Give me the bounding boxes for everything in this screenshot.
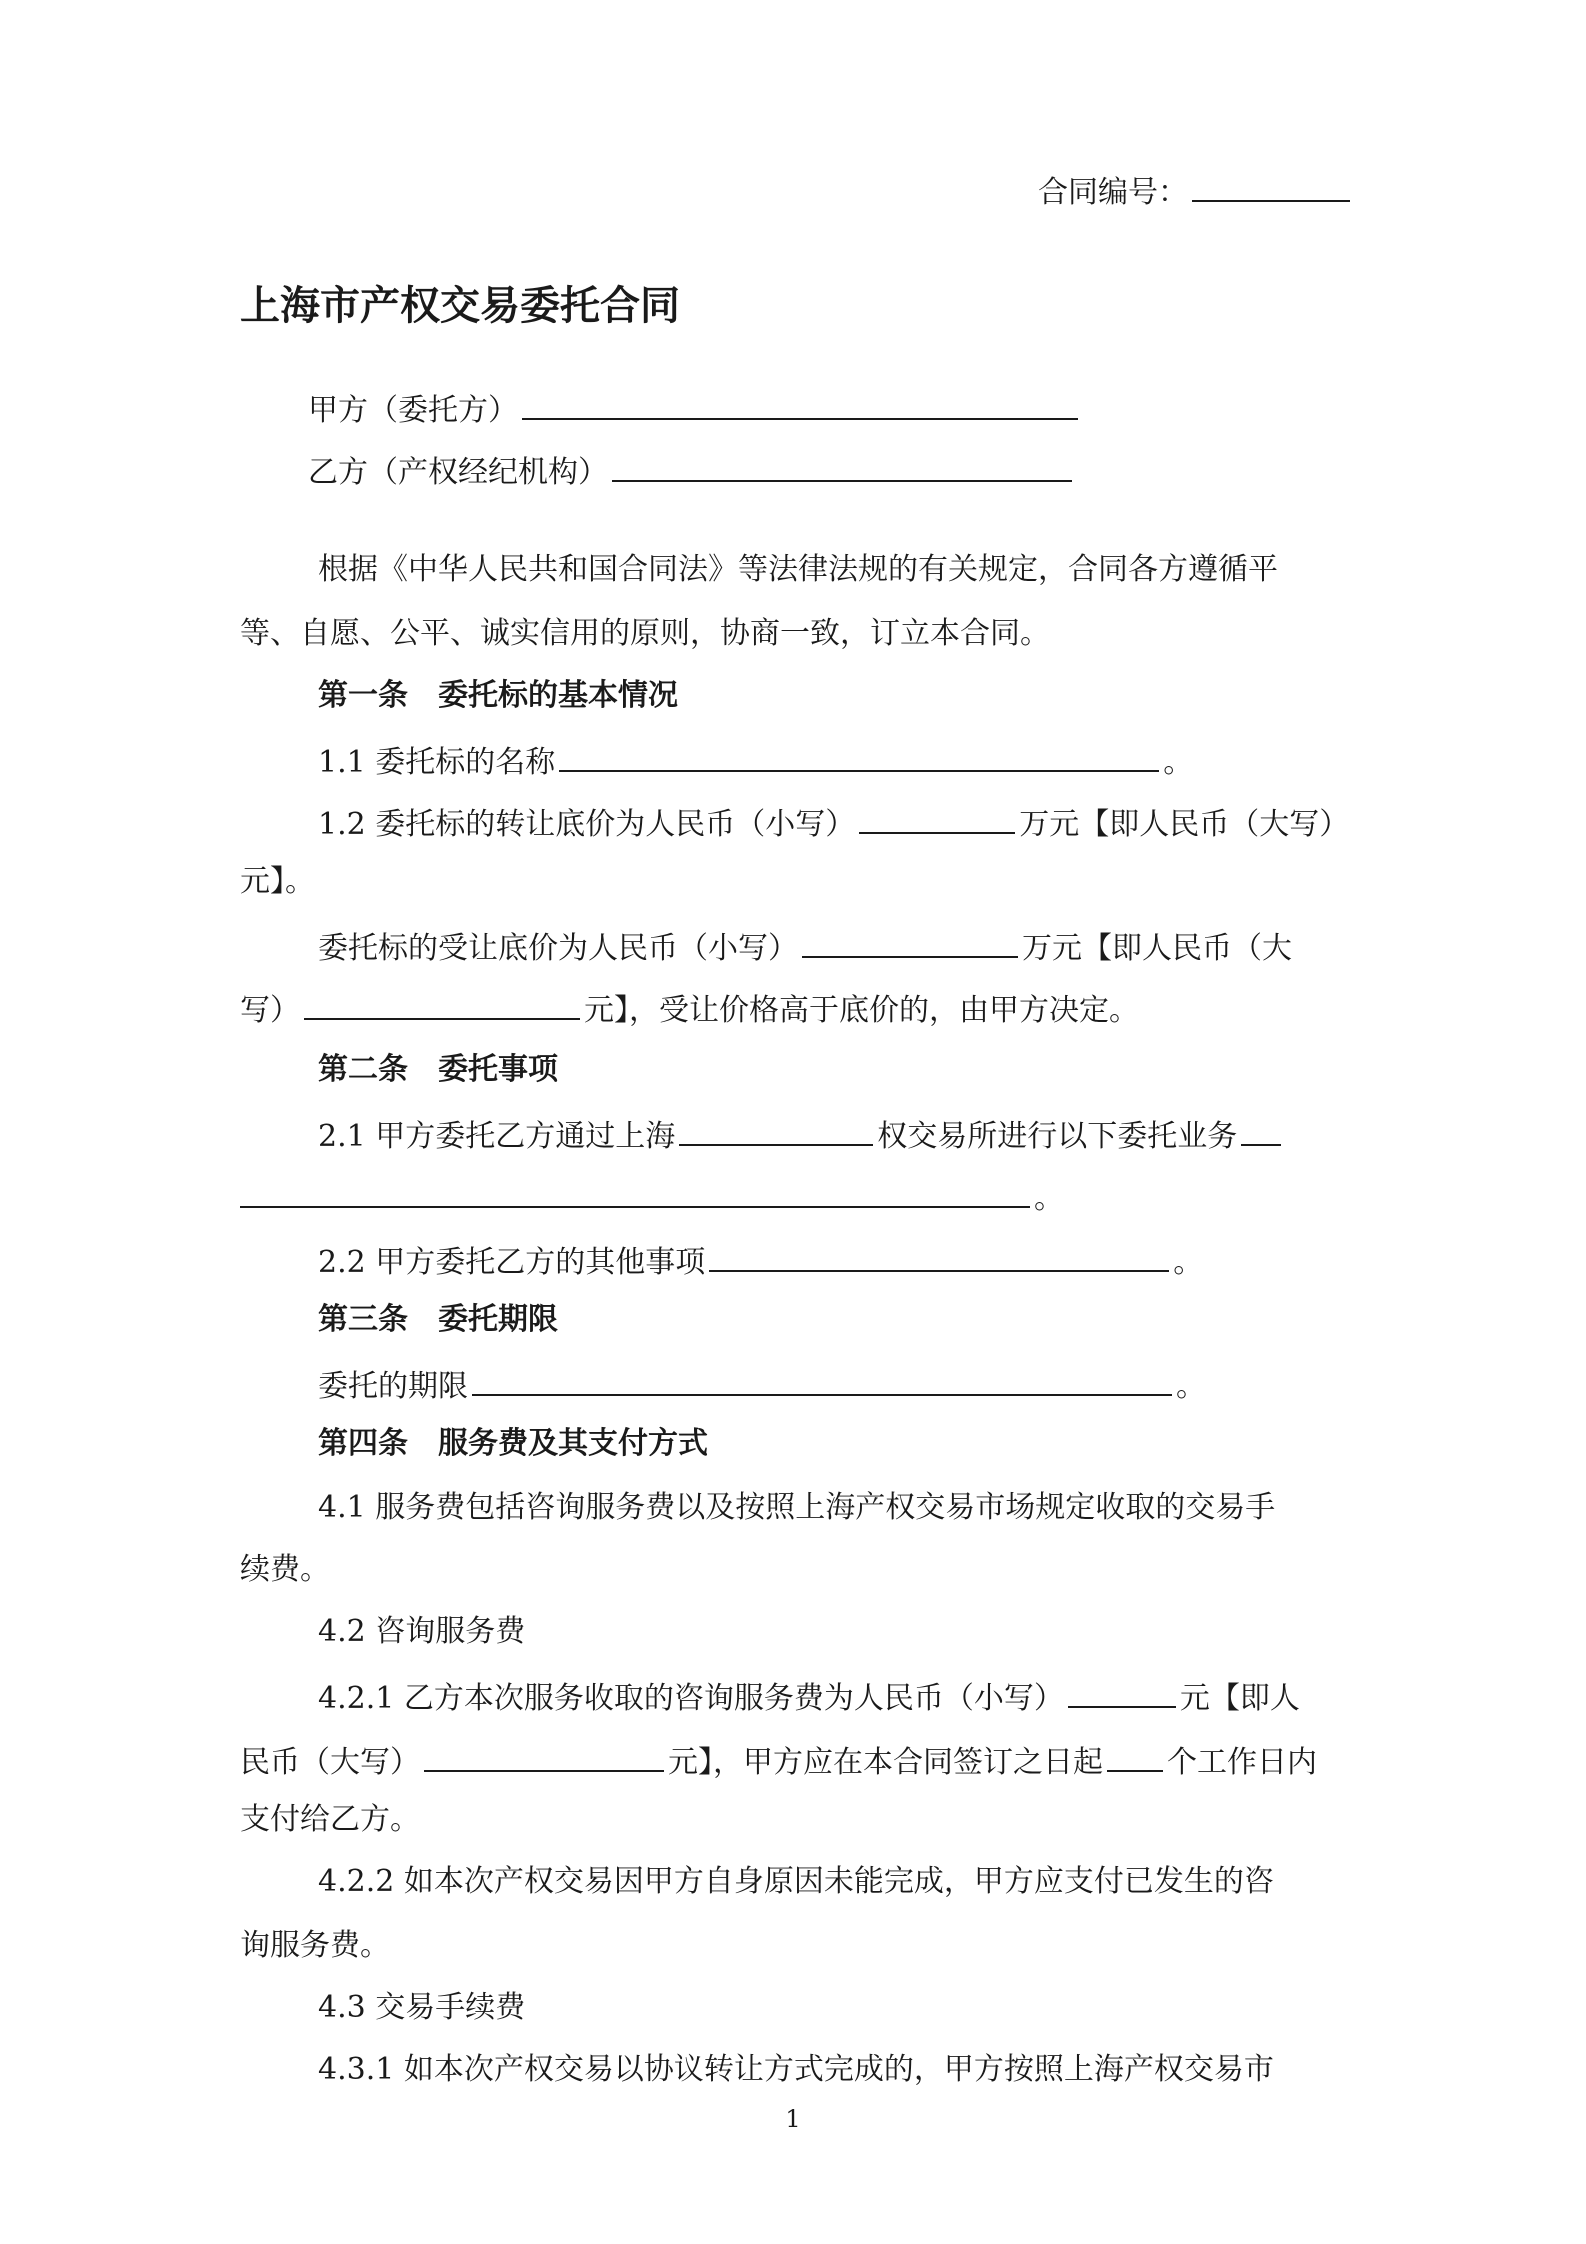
term-end: 。 [1176,1369,1206,1404]
item-4-2-1-days-blank [1107,1738,1163,1772]
item-2-1-cont-blank [240,1174,1030,1208]
preamble-line-2: 等、自愿、公平、诚实信用的原则，协商一致，订立本合同。 [240,616,1050,651]
item-2-1 [318,1112,1285,1157]
receive-price-text: 万元【即人民币（大 [1022,931,1292,966]
item-2-1-end: 。 [1034,1181,1064,1216]
article-2-heading: 第二条 委托事项 [318,1052,558,1087]
party-b-blank [612,448,1072,482]
contract-number-label: 合同编号： [1038,175,1188,210]
term-line [318,1362,1206,1407]
receive-price-line-2 [240,986,1139,1031]
item-1-1-end: 。 [1163,745,1194,780]
item-1-2-cont: 元】。 [240,864,315,899]
item-4-1-line-2: 续费。 [240,1552,330,1587]
contract-number-blank [1192,168,1350,202]
article-4-heading: 第四条 服务费及其支付方式 [318,1426,708,1461]
receive-price-capital-blank [304,986,580,1020]
item-1-2-blank [859,800,1015,834]
contract-number [1038,168,1354,213]
receive-price-label: 委托标的受让底价为人民币（小写） [318,931,798,966]
receive-price-cont-label: 写） [240,993,300,1028]
item-2-2-blank [709,1238,1169,1272]
item-2-2-end: 。 [1173,1245,1204,1280]
party-a-label: 甲方（委托方） [308,393,518,428]
page-number: 1 [785,2105,801,2133]
item-2-1-exchange-blank [679,1112,873,1146]
preamble-line-1: 根据《中华人民共和国合同法》等法律法规的有关规定，合同各方遵循平 [318,552,1278,587]
item-2-1-text: 权交易所进行以下委托业务 [877,1119,1238,1154]
party-a-line [308,386,1082,431]
item-4-2-1-deadline-text: 元】，甲方应在本合同签订之日起 [668,1745,1103,1780]
item-4-2-1-text: 元【即人 [1179,1681,1300,1716]
item-4-2-2-line-1: 4.2.2 如本次产权交易因甲方自身原因未能完成，甲方应支付已发生的咨 [318,1864,1274,1899]
item-4-3-1: 4.3.1 如本次产权交易以协议转让方式完成的，甲方按照上海产权交易市 [318,2052,1274,2087]
item-2-1-label: 2.1 甲方委托乙方通过上海 [318,1119,676,1154]
item-1-2 [318,800,1349,845]
document-title: 上海市产权交易委托合同 [240,283,680,329]
item-4-2-1-line-1 [318,1674,1300,1719]
term-label: 委托的期限 [318,1369,468,1404]
item-1-1 [318,738,1193,783]
article-1-heading: 第一条 委托标的基本情况 [318,678,678,713]
item-4-2-2-line-2: 询服务费。 [240,1928,390,1963]
item-1-2-text: 万元【即人民币（大写） [1019,807,1350,842]
receive-price-blank [802,924,1018,958]
party-a-blank [522,386,1078,420]
item-2-2-label: 2.2 甲方委托乙方的其他事项 [318,1245,706,1280]
party-b-line [308,448,1076,493]
item-4-2-1-line-3: 支付给乙方。 [240,1802,420,1837]
item-4-2-1-capital-blank [424,1738,664,1772]
item-2-1-cont [240,1174,1064,1219]
receive-price-cont-text: 元】，受让价格高于底价的，由甲方决定。 [584,993,1139,1028]
item-4-2: 4.2 咨询服务费 [318,1614,526,1649]
item-4-3: 4.3 交易手续费 [318,1990,526,2025]
item-2-1-business-blank [1241,1112,1281,1146]
item-4-2-1-amount-blank [1068,1674,1176,1708]
item-4-2-1-days-text: 个工作日内 [1167,1745,1317,1780]
term-blank [472,1362,1172,1396]
item-4-2-1-label: 4.2.1 乙方本次服务收取的咨询服务费为人民币（小写） [318,1681,1064,1716]
receive-price-line-1 [318,924,1292,969]
party-b-label: 乙方（产权经纪机构） [308,455,608,490]
item-1-1-blank [559,738,1159,772]
item-4-2-1-line-2 [240,1738,1317,1783]
item-4-1-line-1: 4.1 服务费包括咨询服务费以及按照上海产权交易市场规定收取的交易手 [318,1490,1276,1525]
item-1-2-label: 1.2 委托标的转让底价为人民币（小写） [318,807,856,842]
item-2-2 [318,1238,1203,1283]
item-1-1-label: 1.1 委托标的名称 [318,745,556,780]
article-3-heading: 第三条 委托期限 [318,1302,558,1337]
item-4-2-1-capital-label: 民币（大写） [240,1745,420,1780]
